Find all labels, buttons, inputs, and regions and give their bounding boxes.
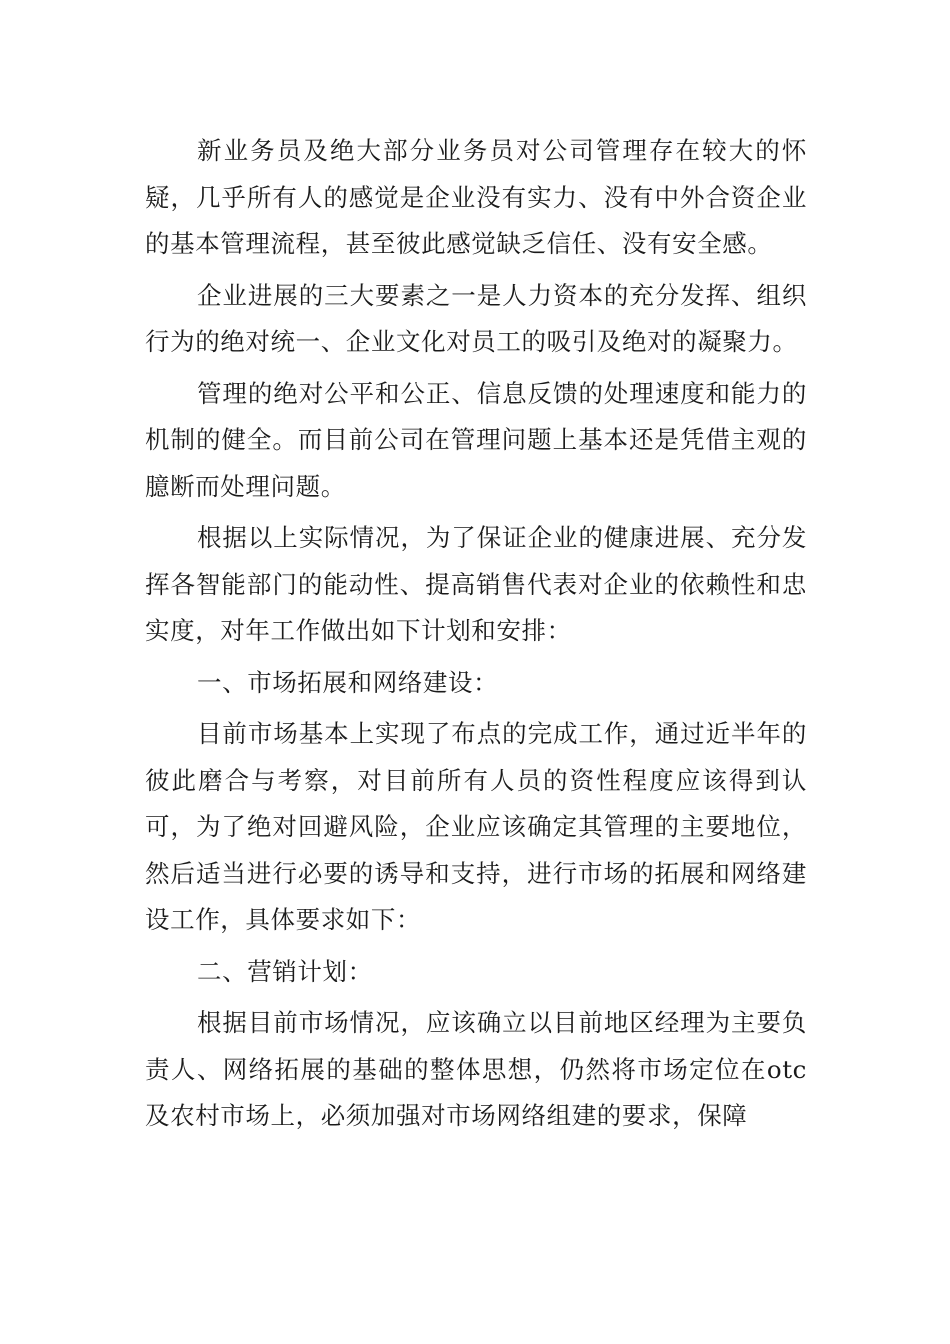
- paragraph-4: 根据以上实际情况，为了保证企业的健康进展、充分发挥各智能部门的能动性、提高销售代表对企业的依赖性和忠实度，对年工作做出如下计划和安排：: [145, 523, 807, 645]
- document-page: [145, 128, 807, 1145]
- paragraph-6: 根据目前市场情况，应该确立以目前地区经理为主要负责人、网络拓展的基础的整体思想，仍然将市场定位在otc及农村市场上，必须加强对市场网络组建的要求，保障: [145, 1008, 807, 1130]
- paragraph-3: 管理的绝对公平和公正、信息反馈的处理速度和能力的机制的健全。而目前公司在管理问题上基本还是凭借主观的臆断而处理问题。: [145, 378, 807, 501]
- paragraph-2: 企业进展的三大要素之一是人力资本的充分发挥、组织行为的绝对统一、企业文化对员工的吸引及绝对的凝聚力。: [145, 280, 807, 356]
- paragraph-1: 新业务员及绝大部分业务员对公司管理存在较大的怀疑，几乎所有人的感觉是企业没有实力、没有中外合资企业的基本管理流程，甚至彼此感觉缺乏信任、没有安全感。: [145, 136, 807, 258]
- paragraph-5: 目前市场基本上实现了布点的完成工作，通过近半年的彼此磨合与考察，对目前所有人员的资性程度应该得到认可，为了绝对回避风险，企业应该确定其管理的主要地位，然后适当进行必要的诱导和支持，进行市场的拓展和网络建设工作，具体要求如下：: [145, 719, 807, 934]
- section-heading-1: 一、市场拓展和网络建设：: [197, 667, 499, 697]
- section-heading-2: 二、营销计划：: [197, 956, 373, 986]
